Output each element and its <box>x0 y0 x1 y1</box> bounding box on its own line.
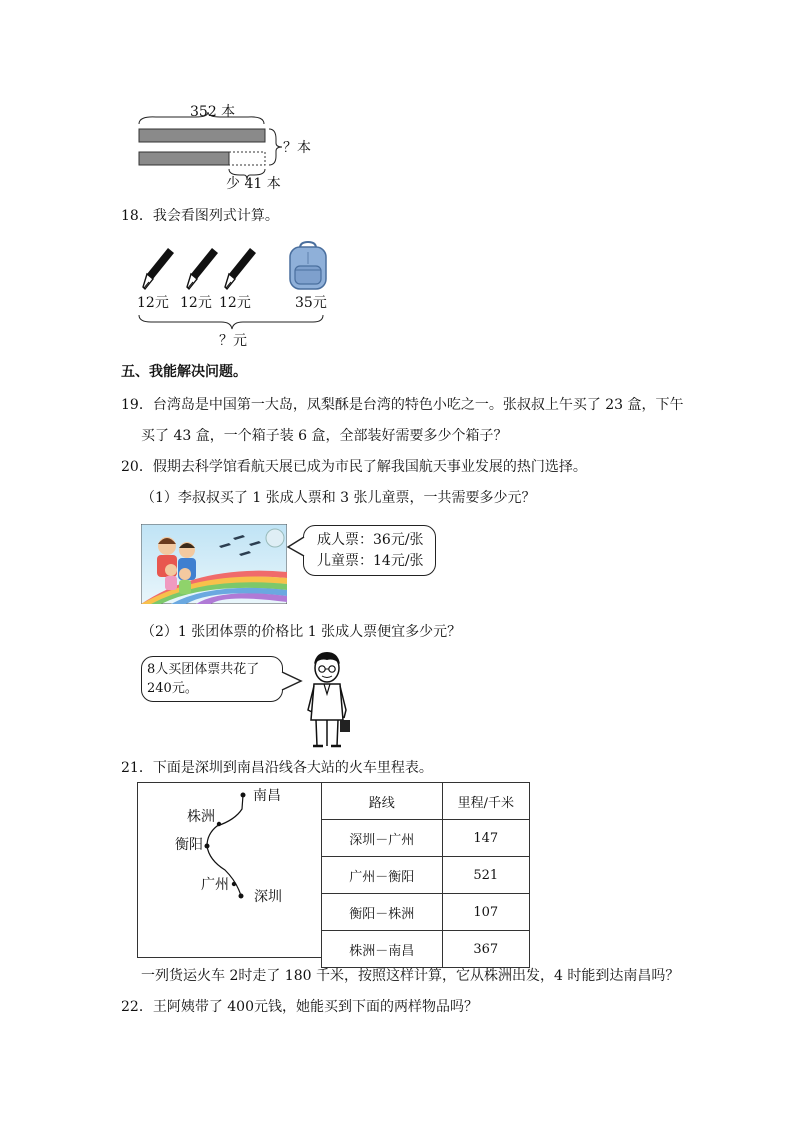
route-line <box>137 782 322 958</box>
child-ticket-price: 儿童票：14元/张 <box>317 553 424 569</box>
total-brace <box>137 314 327 332</box>
station-label: 深圳 <box>254 889 282 905</box>
space-exhibition-image <box>141 524 287 604</box>
station-label: 株洲 <box>187 809 215 825</box>
route-cell: 衡阳－株洲 <box>322 894 443 931</box>
table-header-row <box>322 783 530 820</box>
bar-top-label: 352 本 <box>190 104 236 120</box>
distance-cell: 107 <box>442 894 529 931</box>
pen-icon <box>184 246 220 292</box>
route-cell: 株洲－南昌 <box>322 931 443 968</box>
table-header: 里程/千米 <box>442 783 529 820</box>
backpack-icon <box>286 240 330 292</box>
q19-line2: 买了 43 盒，一个箱子装 6 盒，全部装好需要多少个箱子？ <box>141 428 508 444</box>
q21-title: 21．下面是深圳到南昌沿线各大站的火车里程表。 <box>121 760 433 776</box>
total-label: ？元 <box>219 333 247 349</box>
bar-right-label: ？本 <box>283 140 311 156</box>
table-row <box>322 894 530 931</box>
distance-cell: 367 <box>442 931 529 968</box>
pen-icon <box>222 246 258 292</box>
route-cell: 广州－衡阳 <box>322 857 443 894</box>
distance-cell: 147 <box>442 820 529 857</box>
pen-price: 12元 <box>180 295 212 311</box>
callout-pointer <box>287 536 305 558</box>
station-label: 广州 <box>201 877 229 893</box>
q20-part1: （1）李叔叔买了 1 张成人票和 3 张儿童票，一共需要多少元？ <box>141 490 536 506</box>
table-header: 路线 <box>322 783 443 820</box>
pen-price: 12元 <box>219 295 251 311</box>
station-label: 南昌 <box>253 788 281 804</box>
route-cell: 深圳－广州 <box>322 820 443 857</box>
table-row <box>322 857 530 894</box>
table-row <box>322 820 530 857</box>
q18-title: 18．我会看图列式计算。 <box>121 208 279 224</box>
q19-line1: 19．台湾岛是中国第一大岛，凤梨酥是台湾的特色小吃之一。张叔叔上午买了 23 盒，下午 <box>121 397 684 413</box>
pen-price: 12元 <box>137 295 169 311</box>
man-figure-icon <box>300 648 356 750</box>
backpack-price: 35元 <box>295 295 327 311</box>
adult-ticket-price: 成人票：36元/张 <box>317 532 424 548</box>
q20-part2: （2）1 张团体票的价格比 1 张成人票便宜多少元？ <box>141 624 462 640</box>
pen-icon <box>140 246 176 292</box>
speech-line1: 8人买团体票共花了 <box>147 662 260 677</box>
distance-cell: 521 <box>442 857 529 894</box>
q21-question: 一列货运火车 2时走了 180 千米，按照这样计算，它从株洲出发，4 时能到达南昌吗？ <box>141 968 680 984</box>
table-row <box>322 931 530 968</box>
speech-line2: 240元。 <box>147 681 198 696</box>
mileage-table <box>321 782 530 968</box>
section-title: 五、我能解决问题。 <box>121 364 247 380</box>
bar-diagram <box>136 112 296 182</box>
bar-bottom-label: 少 41 本 <box>226 176 281 192</box>
q22-title: 22．王阿姨带了 400元钱，她能买到下面的两样物品吗？ <box>121 999 478 1015</box>
station-label: 衡阳 <box>175 837 203 853</box>
q20-title: 20．假期去科学馆看航天展已成为市民了解我国航天事业发展的热门选择。 <box>121 459 587 475</box>
